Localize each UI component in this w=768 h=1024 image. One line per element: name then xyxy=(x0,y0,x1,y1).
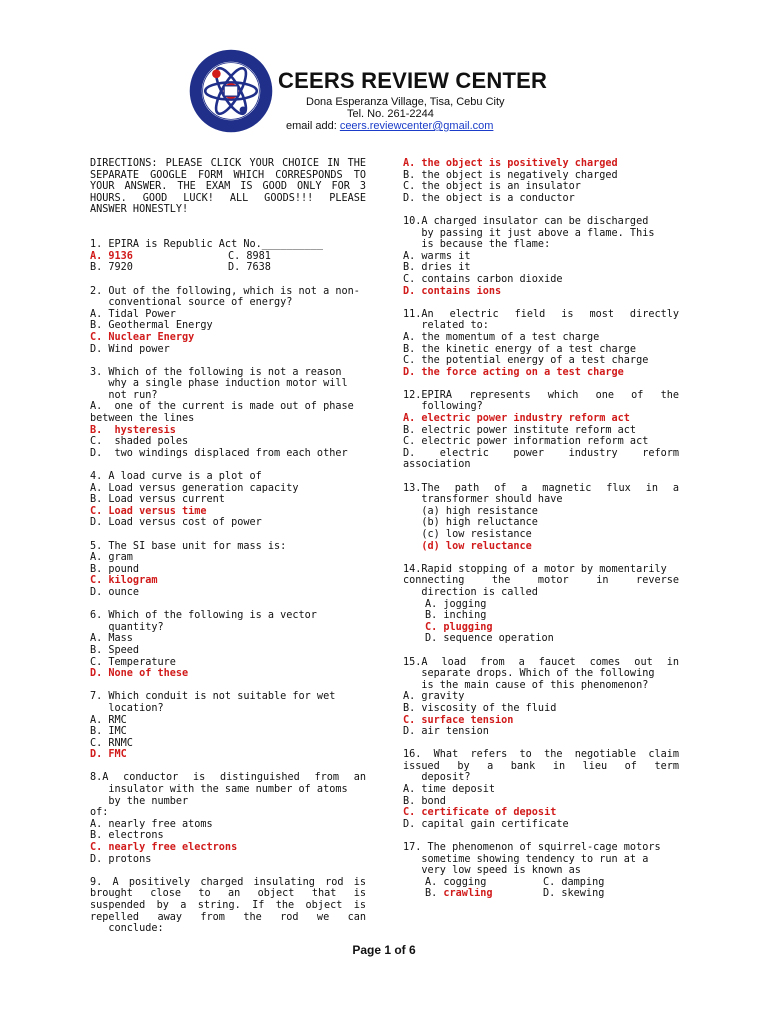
email-label: email add: xyxy=(286,120,340,132)
question-17-cont: sometime showing tendency to run at a xyxy=(403,853,649,865)
choice-d: D. electric power industry reform xyxy=(403,447,679,459)
right-column xyxy=(403,158,679,900)
question-9-cont: repelled away from the rod we can xyxy=(90,911,366,923)
question-12-cont: following? xyxy=(403,401,483,413)
choice-d: D. capital gain certificate xyxy=(403,818,569,830)
company-email-line xyxy=(286,120,493,132)
choice-c: C. RNMC xyxy=(90,737,133,749)
choice-a: A. RMC xyxy=(90,714,127,726)
question-7: 7. Which conduit is not suitable for wet xyxy=(90,691,336,703)
question-7-cont: location? xyxy=(90,702,164,714)
choice-c-answer: C. certificate of deposit xyxy=(403,807,557,819)
directions-line: DIRECTIONS: PLEASE CLICK YOUR CHOICE IN THE xyxy=(90,158,366,169)
email-link[interactable]: ceers.reviewcenter@gmail.com xyxy=(339,120,494,132)
choice-b: B. IMC xyxy=(90,726,127,738)
question-14: 14.Rapid stopping of a motor by momentarily xyxy=(403,563,667,575)
question-17-row-2 xyxy=(403,888,679,900)
choice-a: A. gram xyxy=(90,552,133,564)
choice-a: A. nearly free atoms xyxy=(90,818,213,830)
choice-d-cont: association xyxy=(403,459,471,471)
choice-c-answer: C. surface tension xyxy=(403,714,514,726)
question-13-cont: transformer should have xyxy=(403,494,563,506)
choice-c-answer: C. kilogram xyxy=(90,575,158,587)
company-telephone: Tel. No. 261-2244 xyxy=(347,108,434,120)
choice-c: (c) low resistance xyxy=(403,529,532,540)
choice-d: D. Wind power xyxy=(90,343,170,355)
question-9: 9. A positively charged insulating rod is xyxy=(90,876,366,888)
choice-d: D. air tension xyxy=(403,726,489,738)
question-15: 15.A load from a faucet comes out in xyxy=(403,656,679,668)
directions-line: YOUR ANSWER. THE EXAM IS GOOD ONLY FOR 3 xyxy=(90,181,366,193)
directions-line: HOURS. GOOD LUCK! ALL GOODS!!! PLEASE xyxy=(90,192,366,204)
choice-a: A. time deposit xyxy=(403,784,496,796)
choice-b: B. dries it xyxy=(403,262,471,274)
question-16: 16. What refers to the negotiable claim xyxy=(403,749,679,761)
question-10-cont: by passing it just above a flame. This xyxy=(403,227,655,239)
choice-c: C. 8981 xyxy=(228,250,271,262)
choice-d: D. sequence operation xyxy=(425,633,554,645)
question-1-row-1 xyxy=(90,251,366,263)
left-column xyxy=(90,158,366,935)
choice-a-answer: A. the object is positively charged xyxy=(403,158,618,169)
choice-a-answer: A. electric power industry reform act xyxy=(403,413,630,425)
choice-d: D. the object is a conductor xyxy=(403,192,575,204)
choice-a: A. the momentum of a test charge xyxy=(403,331,600,343)
choice-b: B. Geothermal Energy xyxy=(90,320,213,332)
question-15-cont: is the main cause of this phenomenon? xyxy=(403,679,649,691)
choice-a: A. Load versus generation capacity xyxy=(90,482,299,494)
choice-d-answer: (d) low reluctance xyxy=(403,540,532,552)
choice-a: (a) high resistance xyxy=(403,505,538,517)
choice-c: C. damping xyxy=(543,876,605,888)
directions-line: SEPARATE GOOGLE FORM WHICH CORRESPONDS TO xyxy=(90,169,366,181)
choice-b: B. 7920 xyxy=(90,262,133,274)
choice-d: D. two windings displaced from each other xyxy=(90,447,348,459)
choice-a: A. one of the current is made out of phase xyxy=(90,401,354,413)
choice-b: B. viscosity of the fluid xyxy=(403,702,557,714)
choice-c-answer: C. Load versus time xyxy=(90,505,207,517)
question-2-cont: conventional source of energy? xyxy=(90,297,293,309)
choice-d: D. protons xyxy=(90,853,152,865)
choice-b: B. bond xyxy=(403,795,446,807)
choice-d-answer: D. FMC xyxy=(90,749,127,761)
page-number: Page 1 of 6 xyxy=(352,943,416,957)
choice-b-letter: B. xyxy=(425,888,444,900)
choice-b: B. inching xyxy=(425,610,487,622)
choice-d: D. 7638 xyxy=(228,262,271,274)
header xyxy=(182,44,548,134)
choice-a: A. cogging xyxy=(425,876,487,888)
question-16-cont: issued by a bank in lieu of term xyxy=(403,760,679,772)
choice-c: C. electric power information reform act xyxy=(403,436,649,448)
company-name: CEERS REVIEW CENTER xyxy=(278,68,548,93)
ceers-seal-logo xyxy=(188,48,274,134)
question-1-row-2 xyxy=(90,262,366,274)
question-8-cont: of: xyxy=(90,807,109,819)
choice-d: D. ounce xyxy=(90,586,140,598)
choice-b-answer xyxy=(425,888,543,900)
choice-b: B. Speed xyxy=(90,644,140,656)
question-14-cont: connecting the motor in reverse xyxy=(403,575,679,587)
question-11-cont: related to: xyxy=(403,320,489,332)
choice-a: A. warms it xyxy=(403,250,471,262)
question-16-cont: deposit? xyxy=(403,772,471,784)
choice-a: A. jogging xyxy=(425,598,487,610)
choice-b-answer-text: crawling xyxy=(443,888,493,900)
choice-d-answer: D. contains ions xyxy=(403,285,502,297)
question-10: 10.A charged insulator can be discharged xyxy=(403,215,649,227)
choice-b: B. Load versus current xyxy=(90,494,225,506)
question-8-cont: insulator with the same number of atoms xyxy=(90,784,348,796)
choice-c: C. the object is an insulator xyxy=(403,181,581,193)
question-6-cont: quantity? xyxy=(90,621,164,633)
choice-c-answer: C. nearly free electrons xyxy=(90,842,238,854)
question-15-cont: separate drops. Which of the following xyxy=(403,668,655,680)
question-3-cont: not run? xyxy=(90,389,158,401)
choice-c-answer: C. Nuclear Energy xyxy=(90,331,195,343)
choice-b-answer: B. hysteresis xyxy=(90,424,176,436)
choice-a: A. gravity xyxy=(403,691,465,703)
question-9-cont: conclude: xyxy=(90,923,164,935)
choice-b: B. the object is negatively charged xyxy=(403,169,618,181)
question-17-row-1 xyxy=(403,877,679,889)
choice-b: B. electric power institute reform act xyxy=(403,424,637,436)
question-17: 17. The phenomenon of squirrel-cage motors xyxy=(403,842,661,854)
question-8: 8.A conductor is distinguished from an xyxy=(90,772,366,784)
directions-line: ANSWER HONESTLY! xyxy=(90,204,189,216)
question-9-cont: suspended by a string. If the object is xyxy=(90,900,366,911)
question-10-cont: is because the flame: xyxy=(403,239,551,251)
choice-c: C. the potential energy of a test charge xyxy=(403,355,649,367)
choice-d: D. skewing xyxy=(543,888,605,900)
choice-a: A. Mass xyxy=(90,633,133,645)
question-9-cont: brought close to an object that is xyxy=(90,888,366,900)
question-6: 6. Which of the following is a vector xyxy=(90,610,317,622)
question-14-cont: direction is called xyxy=(403,586,538,598)
choice-a-cont: between the lines xyxy=(90,413,195,425)
company-address: Dona Esperanza Village, Tisa, Cebu City xyxy=(306,96,505,108)
choice-c: C. contains carbon dioxide xyxy=(403,273,563,285)
question-11: 11.An electric field is most directly xyxy=(403,308,679,320)
choice-b: B. the kinetic energy of a test charge xyxy=(403,343,637,355)
question-17-cont: very low speed is known as xyxy=(403,865,581,877)
choice-c: C. shaded poles xyxy=(90,436,189,448)
choice-d-answer: D. None of these xyxy=(90,668,189,680)
choice-c-answer: C. plugging xyxy=(425,621,493,633)
choice-c: C. Temperature xyxy=(90,656,176,668)
question-5: 5. The SI base unit for mass is: xyxy=(90,540,287,552)
question-3: 3. Which of the following is not a reason xyxy=(90,366,342,378)
choice-b: B. pound xyxy=(90,563,140,575)
question-13: 13.The path of a magnetic flux in a xyxy=(403,482,679,494)
choice-b: (b) high reluctance xyxy=(403,517,538,529)
question-1: 1. EPIRA is Republic Act No.__________ xyxy=(90,239,324,251)
choice-d: D. Load versus cost of power xyxy=(90,517,262,529)
question-2: 2. Out of the following, which is not a non- xyxy=(90,285,360,297)
choice-b: B. electrons xyxy=(90,830,164,842)
question-3-cont: why a single phase induction motor will xyxy=(90,378,348,390)
question-4: 4. A load curve is a plot of xyxy=(90,471,262,483)
question-8-cont: by the number xyxy=(90,795,189,807)
choice-a: A. Tidal Power xyxy=(90,308,176,320)
choice-d-answer: D. the force acting on a test charge xyxy=(403,366,624,378)
question-12: 12.EPIRA represents which one of the xyxy=(403,389,679,401)
choice-a-answer: A. 9136 xyxy=(90,250,133,262)
